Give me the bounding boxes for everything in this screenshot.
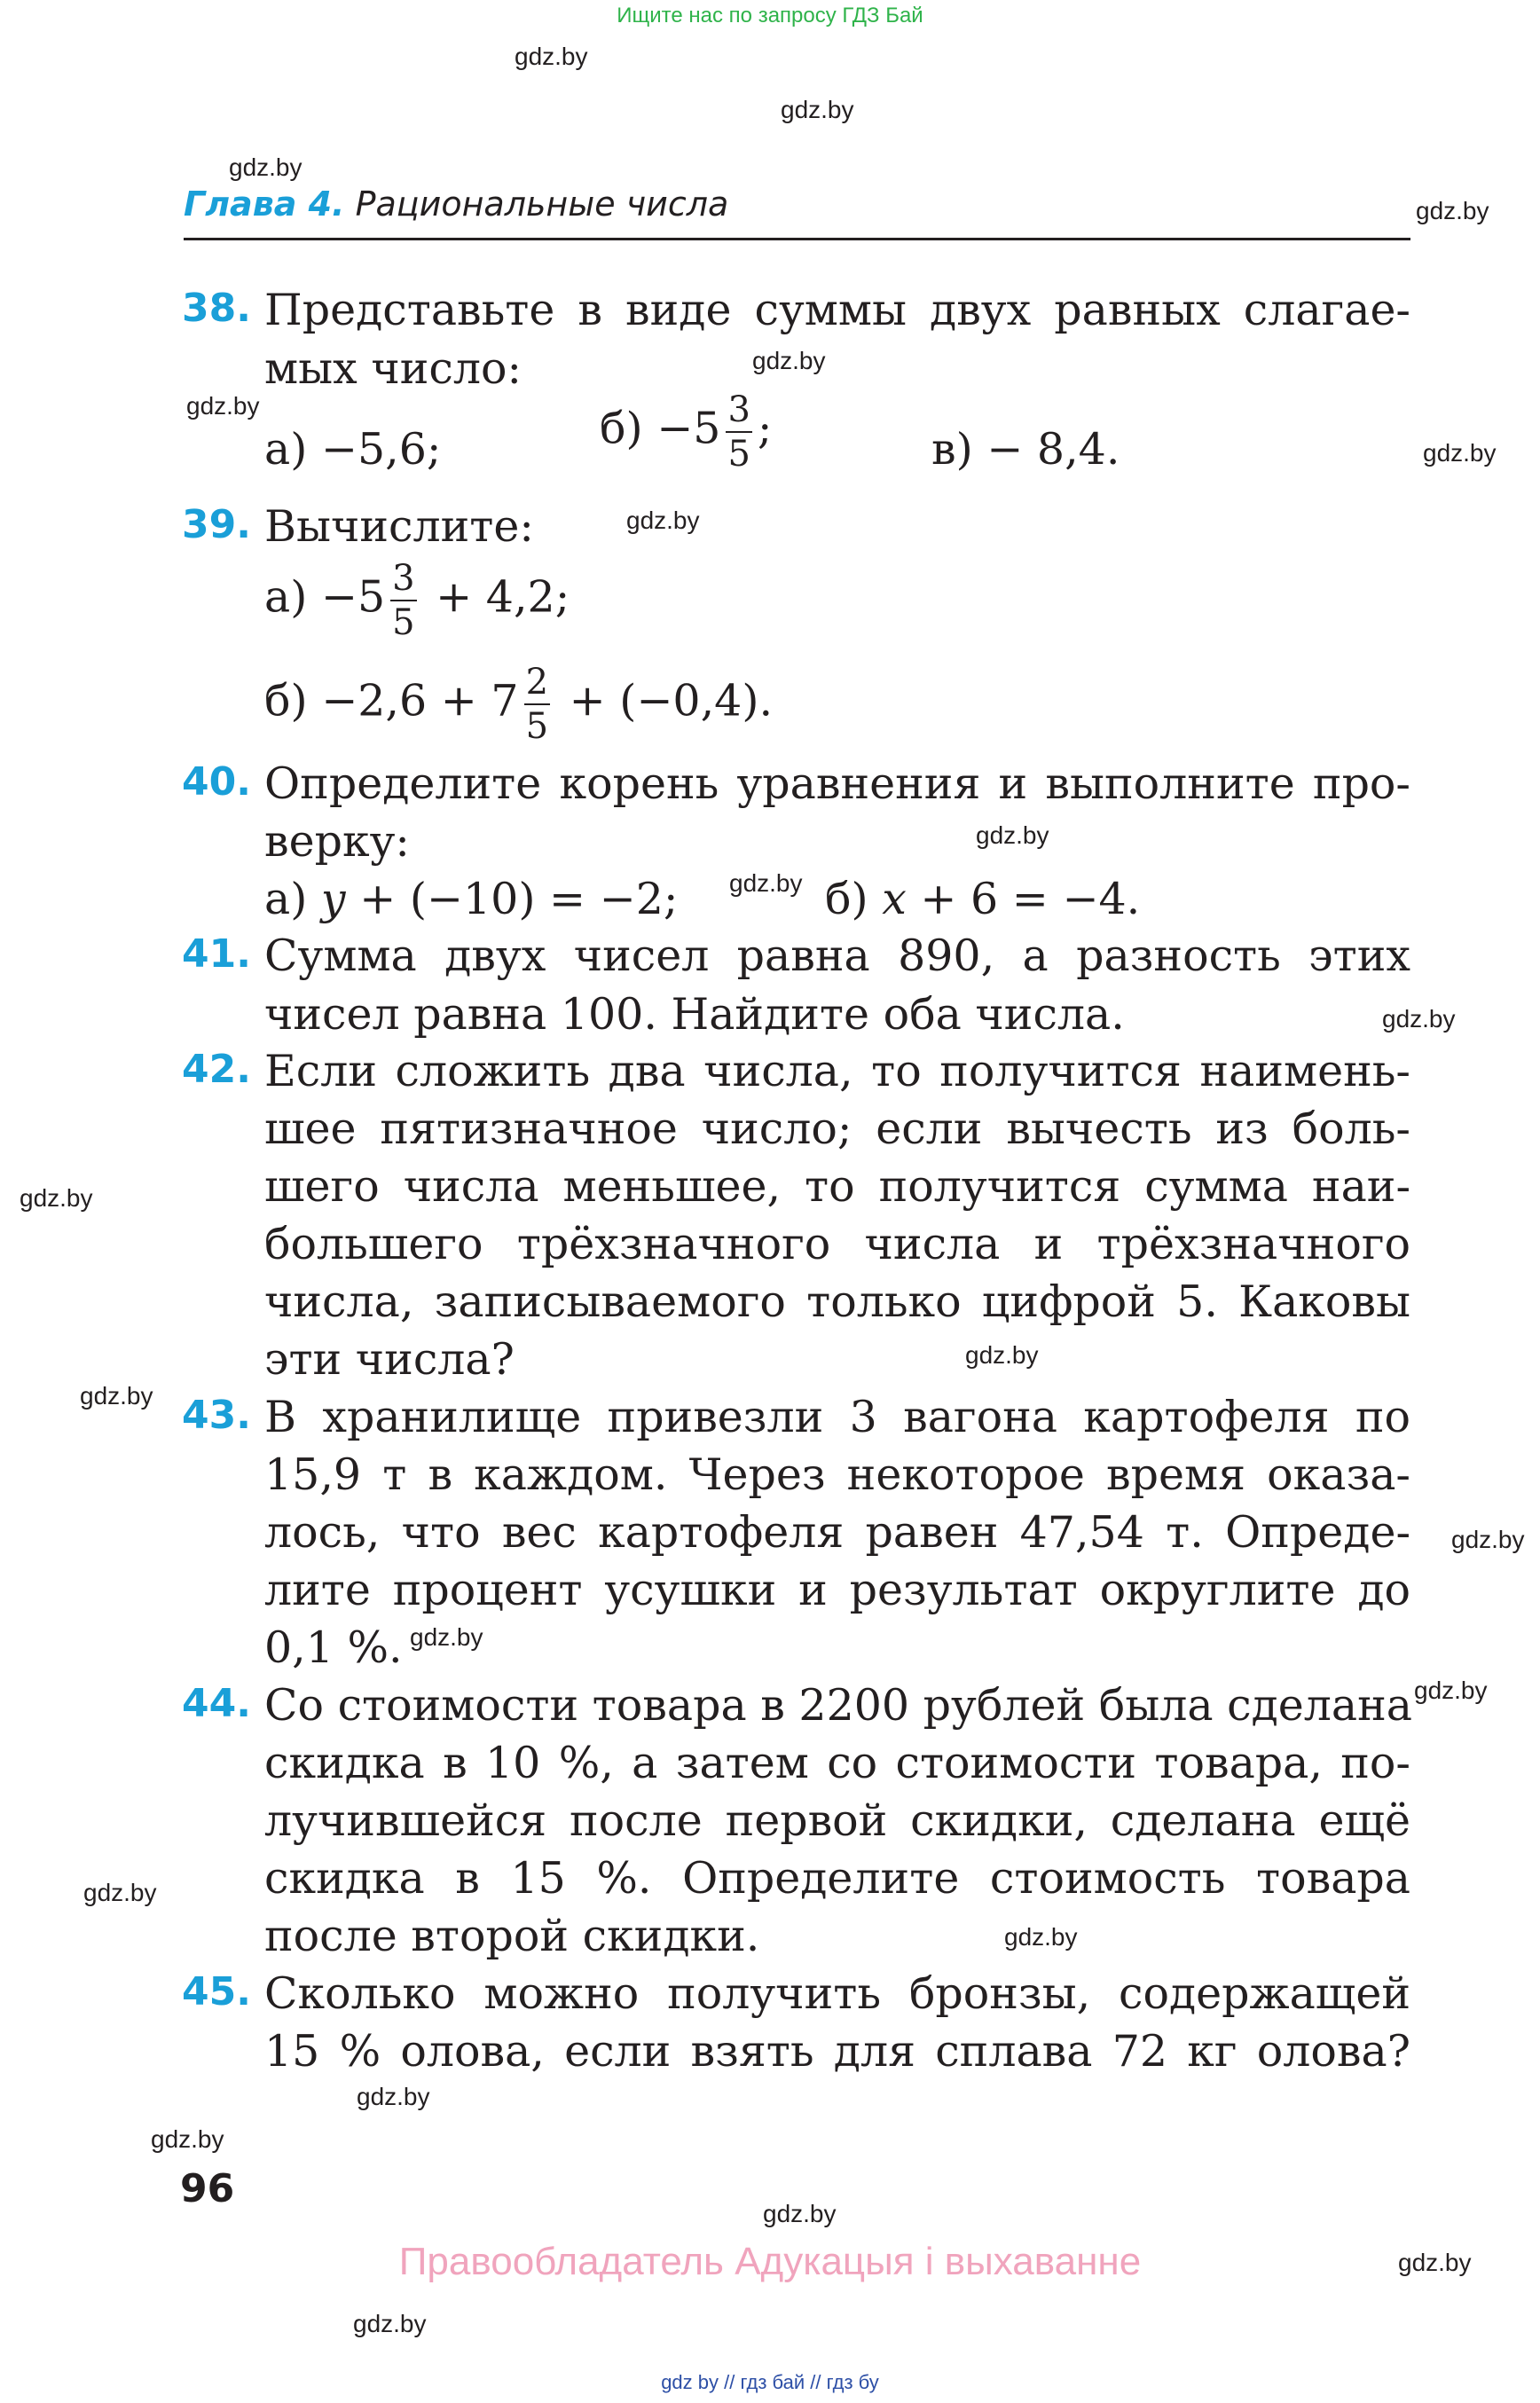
watermark: gdz.by xyxy=(357,2083,430,2110)
problem-number: 45. xyxy=(182,1969,251,2014)
problem-text: лось, что вес картофеля равен 47,54 т. Опреде- xyxy=(264,1507,1410,1558)
problem-number: 44. xyxy=(182,1681,251,1726)
problem-number: 42. xyxy=(182,1047,251,1092)
watermark: gdz.by xyxy=(763,2200,837,2227)
footer-links[interactable]: gdz by // гдз бай // гдз бу xyxy=(661,2371,879,2393)
expression-a: а) −5 $\frac{3}{5}$ + 4,2; xyxy=(264,558,570,643)
watermark: gdz.by xyxy=(1423,439,1497,467)
problem-text: Сколько можно получить бронзы, содержащей xyxy=(264,1968,1410,2019)
watermark: gdz.by xyxy=(729,869,803,897)
equation-b: б) x + 6 = −4. xyxy=(825,874,1141,924)
problem-text: Сумма двух чисел равна 890, а разность этих xyxy=(264,931,1410,981)
chapter-label: Глава 4. xyxy=(184,185,345,224)
problem-text: мых число: xyxy=(264,343,522,394)
problem-text: скидка в 10 %, а затем со стоимости товара, по- xyxy=(264,1738,1410,1788)
problem-text: большего трёхзначного числа и трёхзначного xyxy=(264,1219,1410,1269)
copyright-holder: Правообладатель Адукацыя і выхаванне xyxy=(398,2240,1142,2283)
problem-text: лучившейся после первой скидки, сделана ещё xyxy=(264,1795,1410,1846)
watermark: gdz.by xyxy=(515,43,588,70)
watermark: gdz.by xyxy=(229,153,302,181)
page-number: 96 xyxy=(180,2166,235,2211)
problem-number: 43. xyxy=(182,1393,251,1438)
problem-text: Вычислите: xyxy=(264,501,534,552)
equation-a: а) y + (−10) = −2; xyxy=(264,874,679,924)
option-b: б) −5 $\frac{3}{5}$ ; xyxy=(600,389,773,475)
watermark: gdz.by xyxy=(781,96,854,123)
problem-text: скидка в 15 %. Определите стоимость товара xyxy=(264,1853,1410,1904)
problem-text: В хранилище привезли 3 вагона картофеля по xyxy=(264,1392,1410,1442)
chapter-title: Рациональные числа xyxy=(355,185,729,224)
problem-text: чисел равна 100. Найдите оба числа. xyxy=(264,989,1125,1040)
option-a: а) −5,6; xyxy=(264,424,442,475)
header-divider xyxy=(184,238,1410,240)
problem-number: 39. xyxy=(182,502,251,547)
problem-text: числа, записываемого только цифрой 5. Каковы xyxy=(264,1276,1410,1327)
problem-text: эти числа? xyxy=(264,1334,515,1385)
watermark: gdz.by xyxy=(1398,2249,1472,2276)
problem-text: верку: xyxy=(264,816,410,867)
problem-text: 0,1 %. xyxy=(264,1622,403,1673)
problem-text: Представьте в виде суммы двух равных слагае- xyxy=(264,285,1410,335)
watermark: gdz.by xyxy=(1004,1923,1078,1951)
fraction: $\frac{3}{5}$ xyxy=(392,558,415,643)
chapter-header xyxy=(184,185,728,224)
watermark: gdz.by xyxy=(80,1382,153,1410)
problem-text: Если сложить два числа, то получится наимень- xyxy=(264,1046,1410,1096)
watermark: gdz.by xyxy=(20,1184,93,1212)
search-hint: Ищите нас по запросу ГДЗ Бай xyxy=(617,4,923,27)
problem-text: 15,9 т в каждом. Через некоторое время оказа- xyxy=(264,1449,1410,1500)
fraction: $\frac{2}{5}$ xyxy=(525,662,549,747)
problem-text: 15 % олова, если взять для сплава 72 кг олова? xyxy=(264,2026,1410,2077)
watermark: gdz.by xyxy=(186,392,260,420)
watermark: gdz.by xyxy=(1451,1526,1525,1553)
problem-text: лите процент усушки и результат округлите до xyxy=(264,1565,1410,1615)
watermark: gdz.by xyxy=(1416,197,1489,224)
problem-text: шего числа меньшее, то получится сумма наи- xyxy=(264,1161,1410,1212)
watermark: gdz.by xyxy=(976,821,1049,849)
watermark: gdz.by xyxy=(83,1879,157,1906)
watermark: gdz.by xyxy=(626,507,700,534)
watermark: gdz.by xyxy=(410,1623,483,1651)
problem-number: 38. xyxy=(182,286,251,331)
problem-number: 41. xyxy=(182,931,251,977)
watermark: gdz.by xyxy=(965,1341,1039,1369)
watermark: gdz.by xyxy=(151,2125,224,2153)
watermark: gdz.by xyxy=(1382,1005,1456,1033)
problem-text: после второй скидки. xyxy=(264,1911,760,1961)
expression-b: б) −2,6 + 7 $\frac{2}{5}$ + (−0,4). xyxy=(264,662,774,747)
problem-text: Со стоимости товара в 2200 рублей была сделана xyxy=(264,1680,1412,1731)
watermark: gdz.by xyxy=(1414,1677,1488,1704)
problem-text: Определите корень уравнения и выполните про- xyxy=(264,758,1410,809)
watermark: gdz.by xyxy=(752,347,826,374)
option-c: в) − 8,4. xyxy=(931,424,1120,475)
fraction: $\frac{3}{5}$ xyxy=(727,389,750,475)
problem-text: шее пятизначное число; если вычесть из боль- xyxy=(264,1103,1410,1154)
problem-number: 40. xyxy=(182,759,251,805)
watermark: gdz.by xyxy=(353,2310,427,2337)
